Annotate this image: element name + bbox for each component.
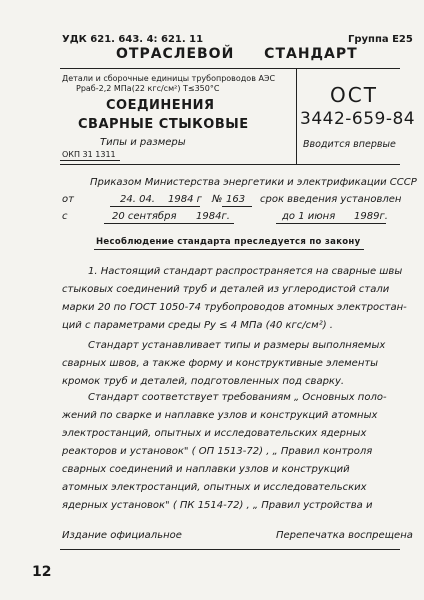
order-number-underline bbox=[222, 206, 252, 207]
document-title-line-1: СОЕДИНЕНИЯ bbox=[106, 98, 215, 113]
paragraph-3-line: реакторов и установок" ( ОП 1513-72) , „ Правил контроля bbox=[62, 446, 373, 457]
group-code: Группа Е25 bbox=[348, 34, 413, 45]
paragraph-1-line: ций с параметрами среды Ру ≤ 4 МПа (40 кгс/см²) . bbox=[62, 320, 333, 331]
paragraph-1-line: марки 20 по ГОСТ 1050-74 трубопроводов атомных электростан- bbox=[62, 302, 407, 313]
order-until-date: до 1 июня bbox=[282, 211, 336, 222]
official-edition-note: Издание официальное bbox=[62, 530, 182, 541]
paragraph-2 bbox=[62, 337, 392, 391]
ost-label: ОСТ bbox=[330, 83, 378, 107]
paragraph-3-line: Стандарт соответствует требованиям „ Основных поло- bbox=[88, 392, 387, 403]
order-line: Приказом Министерства энергетики и электрификации СССР bbox=[90, 177, 417, 188]
scope-description-line-2: Рраб-2,2 МПа(22 кгс/см²) Т≤350°С bbox=[76, 84, 220, 93]
paragraph-2-line: кромок труб и деталей, подготовленных под сварку. bbox=[62, 376, 345, 387]
paragraph-1-line: стыковых соединений труб и деталей из углеродистой стали bbox=[62, 284, 390, 295]
order-start-date: 20 сентября bbox=[112, 211, 177, 222]
page-number: 12 bbox=[32, 564, 52, 580]
paragraph-2-line: Стандарт устанавливает типы и размеры выполняемых bbox=[88, 340, 386, 351]
legal-warning-underline bbox=[94, 249, 364, 250]
reprint-prohibited-note: Перепечатка воспрещена bbox=[276, 530, 413, 541]
paragraph-3-line: жений по сварке и наплавке узлов и конструкций атомных bbox=[62, 410, 378, 421]
document-title-line-2: СВАРНЫЕ СТЫКОВЫЕ bbox=[78, 117, 249, 132]
paragraph-2-line: сварных швов, а также форму и конструктивные элементы bbox=[62, 358, 379, 369]
okp-code: ОКП 31 1311 bbox=[62, 150, 116, 159]
order-number: 163 bbox=[226, 194, 246, 205]
header-rule-bottom bbox=[60, 164, 400, 165]
order-ot-label: от bbox=[62, 194, 74, 205]
order-start-underline bbox=[104, 223, 234, 224]
paragraph-3 bbox=[62, 389, 392, 515]
paragraph-3-line: ядерных установок" ( ПК 1514-72) , „ Правил устройства и bbox=[62, 500, 373, 511]
order-until-year: 1989г. bbox=[354, 211, 388, 222]
order-number-label: № bbox=[212, 194, 223, 205]
paragraph-3-line: атомных электростанций, опытных и исследовательских bbox=[62, 482, 367, 493]
order-start-year: 1984г. bbox=[196, 211, 230, 222]
introduction-note: Вводится впервые bbox=[303, 139, 396, 150]
legal-warning: Несоблюдение стандарта преследуется по закону bbox=[96, 237, 361, 247]
okp-underline bbox=[60, 160, 120, 161]
udk-code: УДК 621. 643. 4: 621. 11 bbox=[62, 34, 204, 45]
footer-rule bbox=[60, 549, 400, 550]
order-date: 24. 04. bbox=[120, 194, 155, 205]
paragraph-3-line: электростанций, опытных и исследовательских ядерных bbox=[62, 428, 367, 439]
header-rule-top bbox=[60, 68, 400, 69]
header-divider-vertical bbox=[296, 68, 297, 164]
scope-description-line-1: Детали и сборочные единицы трубопроводов АЭС bbox=[62, 74, 276, 83]
paragraph-1 bbox=[62, 263, 407, 335]
order-year: 1984 г bbox=[168, 194, 202, 205]
ost-number: 3442-659-84 bbox=[300, 109, 416, 129]
document-subtitle: Типы и размеры bbox=[100, 137, 186, 148]
order-term-label: срок введения установлен bbox=[260, 194, 402, 205]
order-s-label: с bbox=[62, 211, 68, 222]
paragraph-3-line: сварных соединений и наплавки узлов и конструкций bbox=[62, 464, 350, 475]
standard-type-heading: ОТРАСЛЕВОЙ СТАНДАРТ bbox=[116, 46, 358, 62]
order-until-underline bbox=[276, 223, 386, 224]
order-date-underline bbox=[110, 206, 200, 207]
paragraph-1-line: 1. Настоящий стандарт распространяется на сварные швы bbox=[88, 266, 403, 277]
